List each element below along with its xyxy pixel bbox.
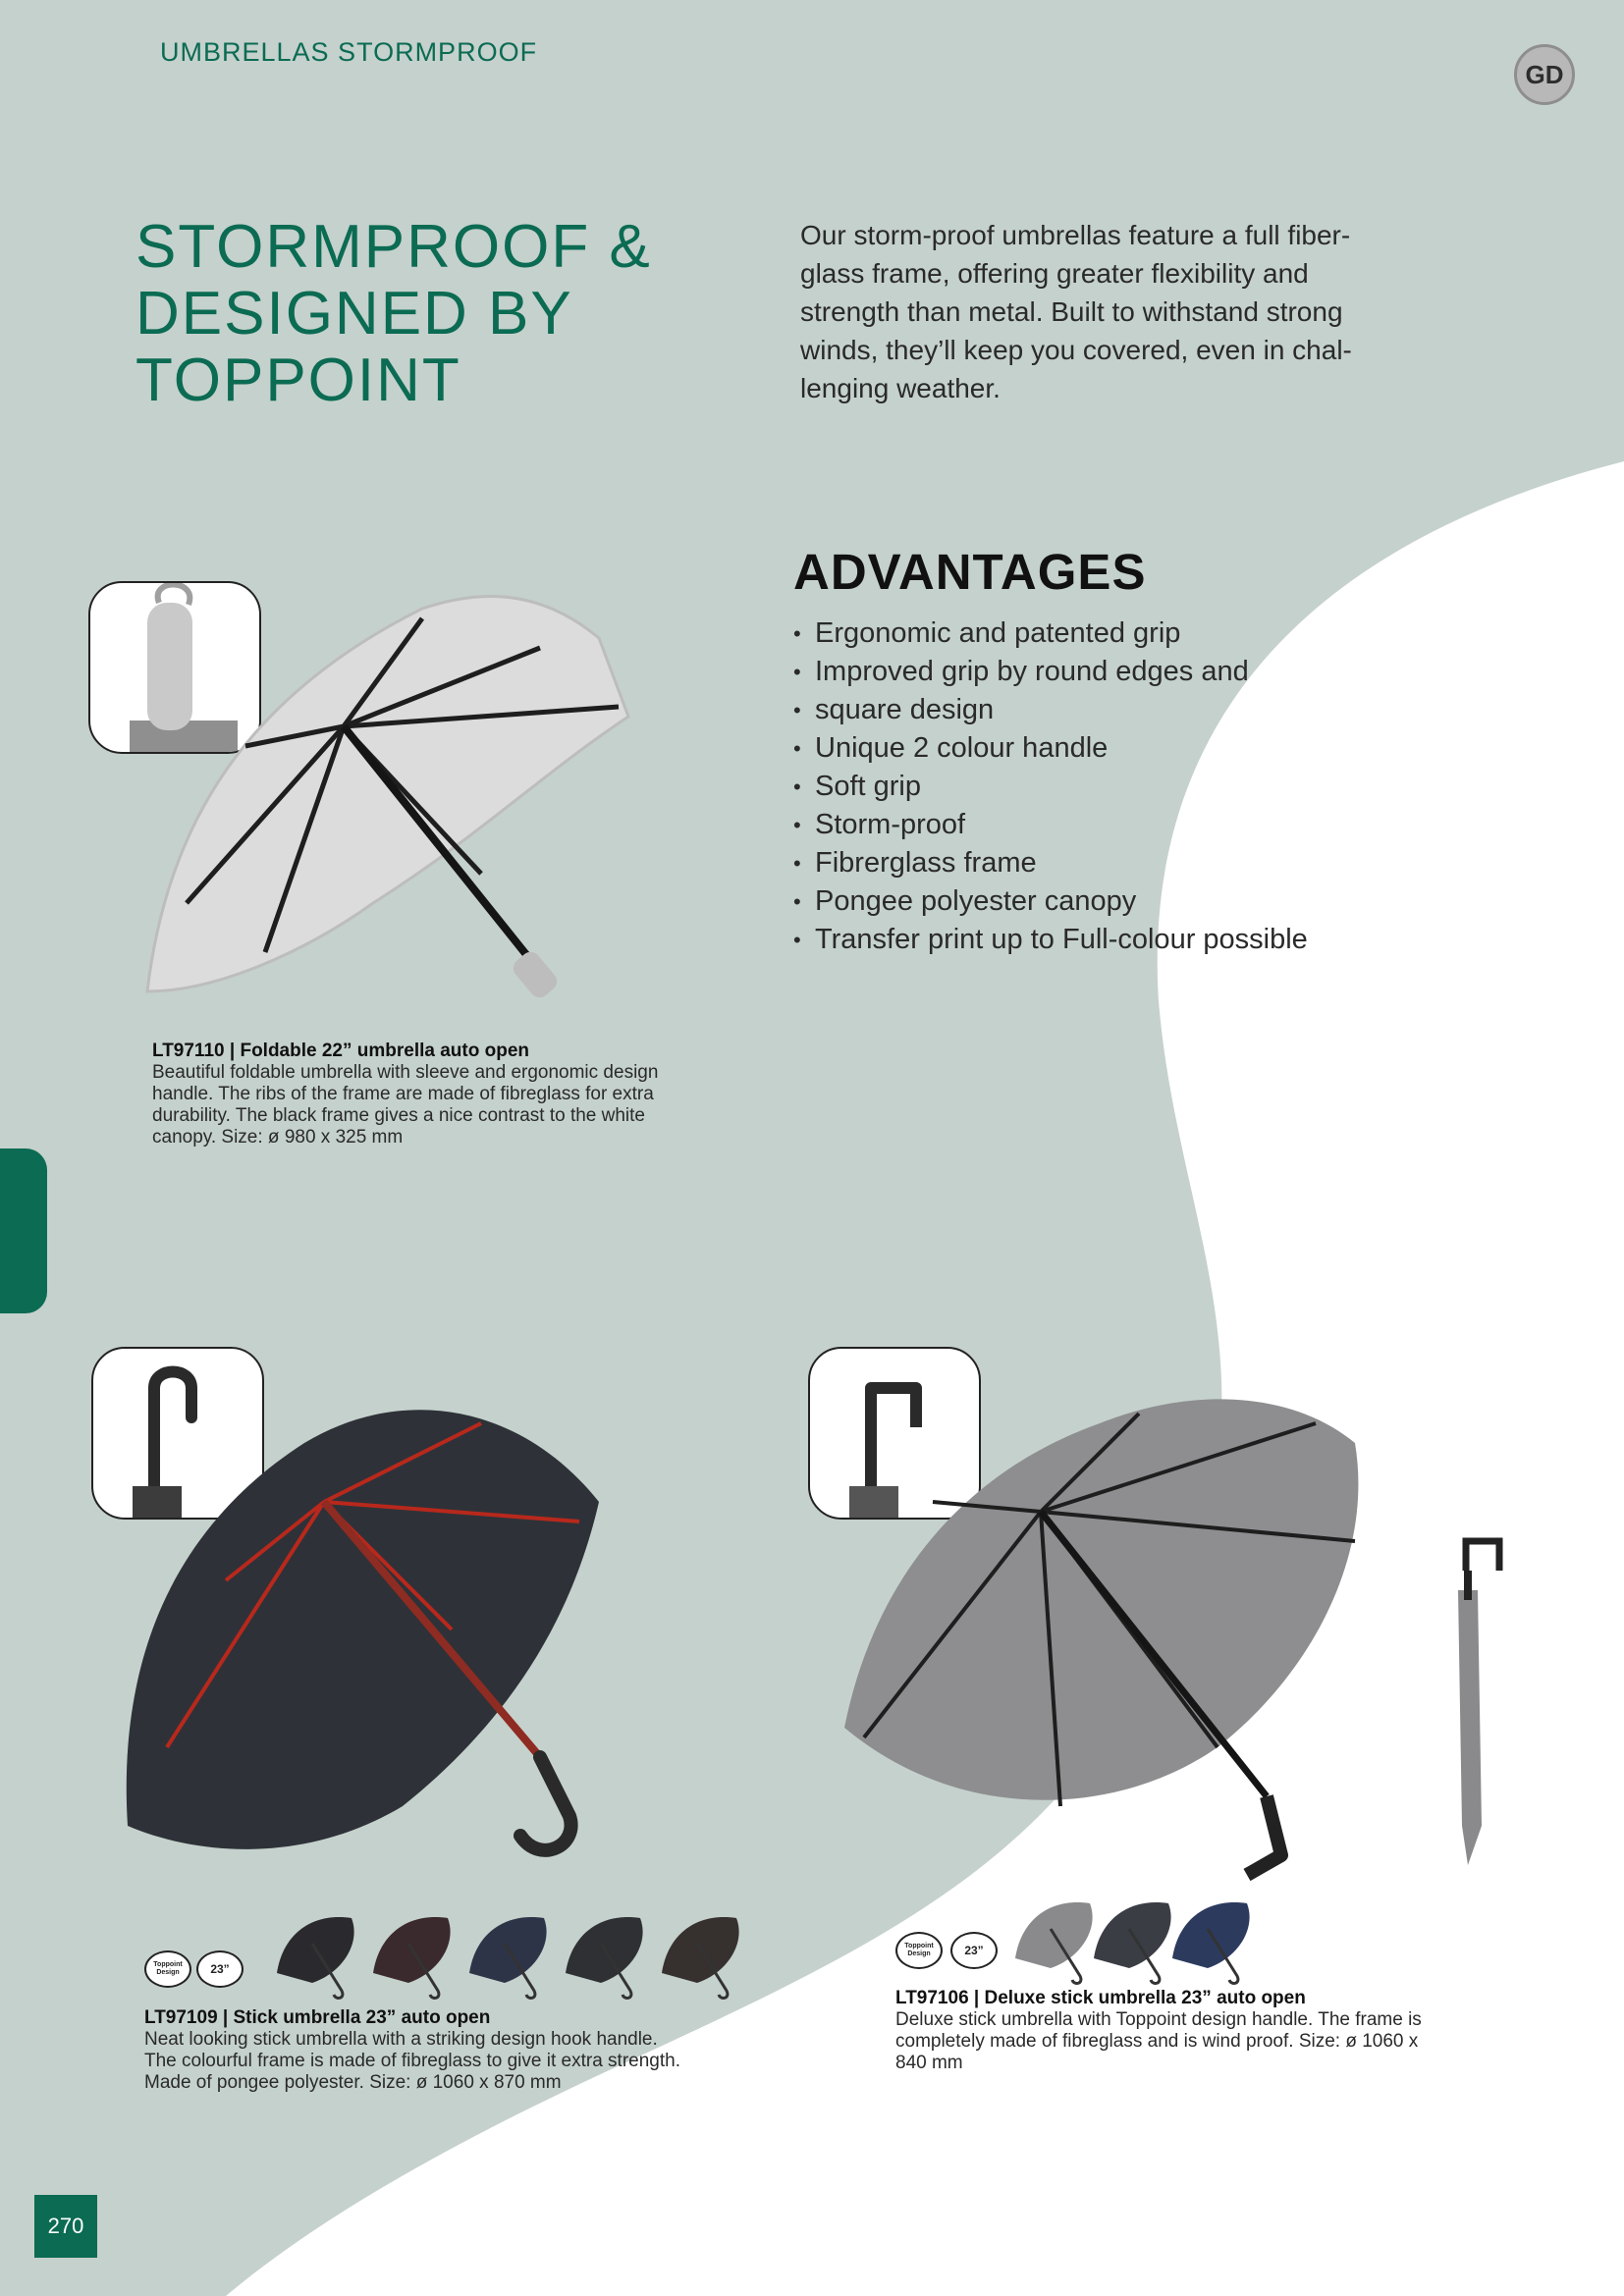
toppoint-design-badge: Toppoint Design xyxy=(895,1932,943,1969)
intro-line: Our storm-proof umbrellas feature a full fiber- xyxy=(800,220,1351,250)
variant-umbrella-icon xyxy=(1015,1902,1093,1983)
intro-line: lenging weather. xyxy=(800,373,1001,403)
variant-umbrella-icon xyxy=(1094,1902,1171,1983)
side-tab xyxy=(0,1148,47,1313)
product-description-line: Deluxe stick umbrella with Toppoint design handle. The frame is xyxy=(895,2009,1422,2030)
advantages-list xyxy=(793,614,1308,959)
size-badge: 23” xyxy=(196,1950,244,1988)
headline-line: DESIGNED BY xyxy=(135,280,573,347)
variant-umbrella-icon xyxy=(662,1917,739,1998)
advantage-item-continued: • square design xyxy=(793,691,1308,729)
closed-umbrella-image xyxy=(1438,1531,1507,1875)
advantage-item: • Fibrerglass frame xyxy=(793,844,1308,882)
page-headline xyxy=(135,214,764,414)
color-variants xyxy=(273,1904,754,2002)
product-title: LT97110 | Foldable 22” umbrella auto open xyxy=(152,1041,530,1061)
intro-line: glass frame, offering greater flexibility and xyxy=(800,258,1309,289)
product-description-line: canopy. Size: ø 980 x 325 mm xyxy=(152,1127,404,1148)
page-number: 270 xyxy=(34,2195,97,2258)
foldable-umbrella-image xyxy=(128,579,638,1001)
intro-paragraph xyxy=(800,216,1448,407)
product-title: LT97109 | Stick umbrella 23” auto open xyxy=(144,2007,491,2028)
product-description-line: durability. The black frame gives a nice contrast to the white xyxy=(152,1105,645,1126)
advantage-item: • Ergonomic and patented grip xyxy=(793,614,1308,653)
product-caption xyxy=(895,1988,1422,2074)
intro-line: winds, they’ll keep you covered, even in chal- xyxy=(800,335,1352,365)
advantage-item: • Pongee polyester canopy xyxy=(793,882,1308,921)
product-description-line: Beautiful foldable umbrella with sleeve and ergonomic design xyxy=(152,1062,659,1083)
size-badge: 23” xyxy=(950,1932,998,1969)
product-description-line: Neat looking stick umbrella with a striking design hook handle. xyxy=(144,2029,658,2050)
variant-umbrella-icon xyxy=(373,1917,451,1998)
advantage-item: • Transfer print up to Full-colour possible xyxy=(793,921,1308,959)
intro-line: strength than metal. Built to withstand strong xyxy=(800,296,1343,327)
advantage-item: • Improved grip by round edges and xyxy=(793,653,1308,691)
advantages-title: ADVANTAGES xyxy=(793,544,1147,600)
product-description-line: The colourful frame is made of fibreglass to give it extra strength. xyxy=(144,2051,680,2071)
toppoint-design-badge: Toppoint Design xyxy=(144,1950,191,1988)
variant-umbrella-icon xyxy=(1172,1902,1250,1983)
product-description-line: handle. The ribs of the frame are made of fibreglass for extra xyxy=(152,1084,654,1104)
product-caption xyxy=(144,2007,680,2094)
brand-logo: GD xyxy=(1514,44,1575,105)
advantage-item: • Unique 2 colour handle xyxy=(793,729,1308,768)
variant-umbrella-icon xyxy=(277,1917,354,1998)
headline-line: TOPPOINT xyxy=(135,347,461,414)
product-description-line: Made of pongee polyester. Size: ø 1060 x 870 mm xyxy=(144,2072,562,2093)
product-title: LT97106 | Deluxe stick umbrella 23” auto open xyxy=(895,1988,1306,2008)
stick-umbrella-red-image xyxy=(108,1374,619,1885)
product-description-line: completely made of fibreglass and is wind proof. Size: ø 1060 x xyxy=(895,2031,1419,2052)
variant-umbrella-icon xyxy=(469,1917,547,1998)
section-label: UMBRELLAS STORMPROOF xyxy=(160,37,538,67)
advantage-item: • Storm-proof xyxy=(793,806,1308,844)
product-description-line: 840 mm xyxy=(895,2053,963,2073)
headline-line: STORMPROOF & xyxy=(135,213,652,281)
deluxe-umbrella-image xyxy=(844,1364,1394,1895)
variant-umbrella-icon xyxy=(566,1917,643,1998)
advantage-item: • Soft grip xyxy=(793,768,1308,806)
color-variants xyxy=(1011,1890,1276,1988)
product-caption xyxy=(152,1041,658,1148)
